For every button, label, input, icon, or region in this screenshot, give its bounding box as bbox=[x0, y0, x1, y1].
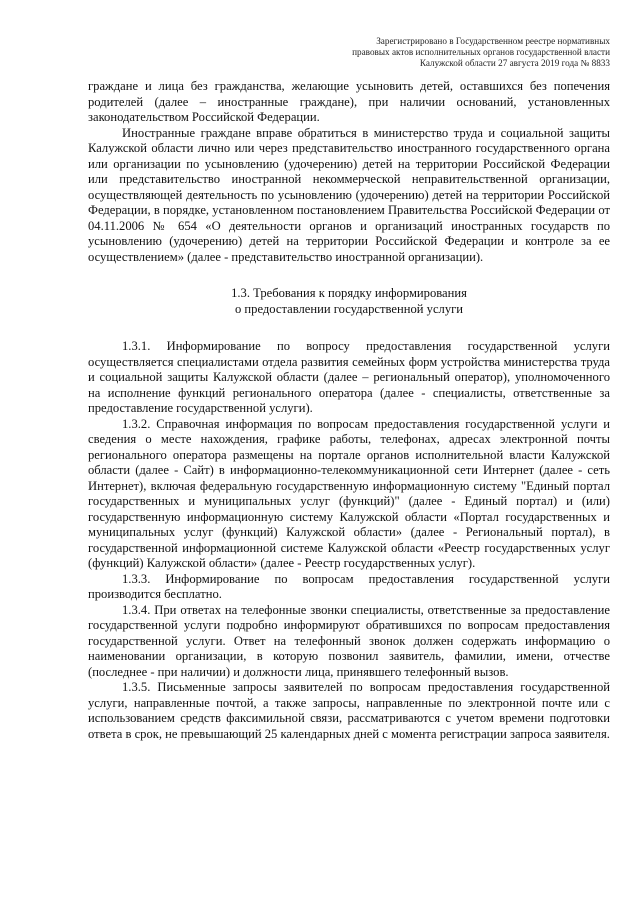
stamp-line-3: Калужской области 27 августа 2019 года № 8833 bbox=[419, 58, 610, 68]
paragraph-1-3-3: 1.3.3. Информирование по вопросам предоставления государственной услуги производится бесплатно. bbox=[88, 571, 610, 601]
section-heading bbox=[88, 286, 610, 317]
stamp-line-2: правовых актов исполнительных органов государственной власти bbox=[352, 47, 610, 57]
paragraph-1-3-4: 1.3.4. При ответах на телефонные звонки специалисты, ответственные за предоставление государственной услуги подробно информируют обратившихся по вопросам предоставления государственной услуги. Ответ на телефонный звонок должен содержать информацию о наименовании организации, в которую позвонил заявитель, фамилии, имени, отчестве (последнее - при наличии) и должности лица, принявшего телефонный вызов. bbox=[88, 602, 610, 679]
paragraph-1-3-5: 1.3.5. Письменные запросы заявителей по вопросам предоставления государственной услуги, направленные почтой, а также запросы, направленные по электронной почте или с использованием средств факсимильной связи, рассматриваются с учетом времени подготовки ответа в срок, не превышающий 25 календарных дней с момента регистрации запроса заявителя. bbox=[88, 680, 610, 741]
paragraph-continuation: граждане и лица без гражданства, желающие усыновить детей, оставшихся без попечения родителей (далее – иностранные граждане), при наличии оснований, установленных законодательством Российской Федерации. bbox=[88, 79, 610, 124]
section-heading-line-1: 1.3. Требования к порядку информирования bbox=[231, 286, 467, 300]
paragraph-1-3-2: 1.3.2. Справочная информация по вопросам предоставления государственной услуги и сведения о месте нахождения, графике работы, телефонах, адресах электронной почты регионального оператора размещены на портале органов исполнительной власти Калужской области (далее - Сайт) в информационно-телекоммуникационной сети Интернет (далее - сеть Интернет), включая федеральную государственную информационную систему "Единый портал государственных и муниципальных услуг (функций)" (далее - Единый портал) и (или) государственную информационную систему Калужской области «Портал государственных и муниципальных услуг (функций) Калужской области» (далее - Региональный портал), в государственной информационной системе Калужской области «Реестр государственных услуг (функций) Калужской области» (далее - Реестр государственных услуг). bbox=[88, 416, 610, 570]
registration-stamp bbox=[310, 36, 610, 69]
document-body bbox=[88, 79, 610, 742]
stamp-line-1: Зарегистрировано в Государственном реестре нормативных bbox=[376, 36, 610, 46]
paragraph-foreign-citizens: Иностранные граждане вправе обратиться в министерство труда и социальной защиты Калужской области лично или через представительство иностранного государственного органа или организации по усыновлению (удочерению) детей на территории Российской Федерации или представительство иностранной некоммерческой неправительственной организации, осуществляющей деятельность по усыновлению (удочерению) детей на территории Российской Федерации, в порядке, установленном постановлением Правительства Российской Федерации от 04.11.2006 № 654 «О деятельности органов и организаций иностранных государств по усыновлению (удочерению) детей на территории Российской Федерации и контроле за ее осуществлением» (далее - представительство иностранной организации). bbox=[88, 125, 610, 264]
paragraph-1-3-1: 1.3.1. Информирование по вопросу предоставления государственной услуги осуществляется специалистами отдела развития семейных форм устройства министерства труда и социальной защиты Калужской области (далее – региональный оператор), уполномоченного на исполнение функций регионального оператора (далее - специалисты, ответственные за предоставление государственной услуги). bbox=[88, 339, 610, 415]
section-heading-line-2: о предоставлении государственной услуги bbox=[234, 301, 464, 316]
